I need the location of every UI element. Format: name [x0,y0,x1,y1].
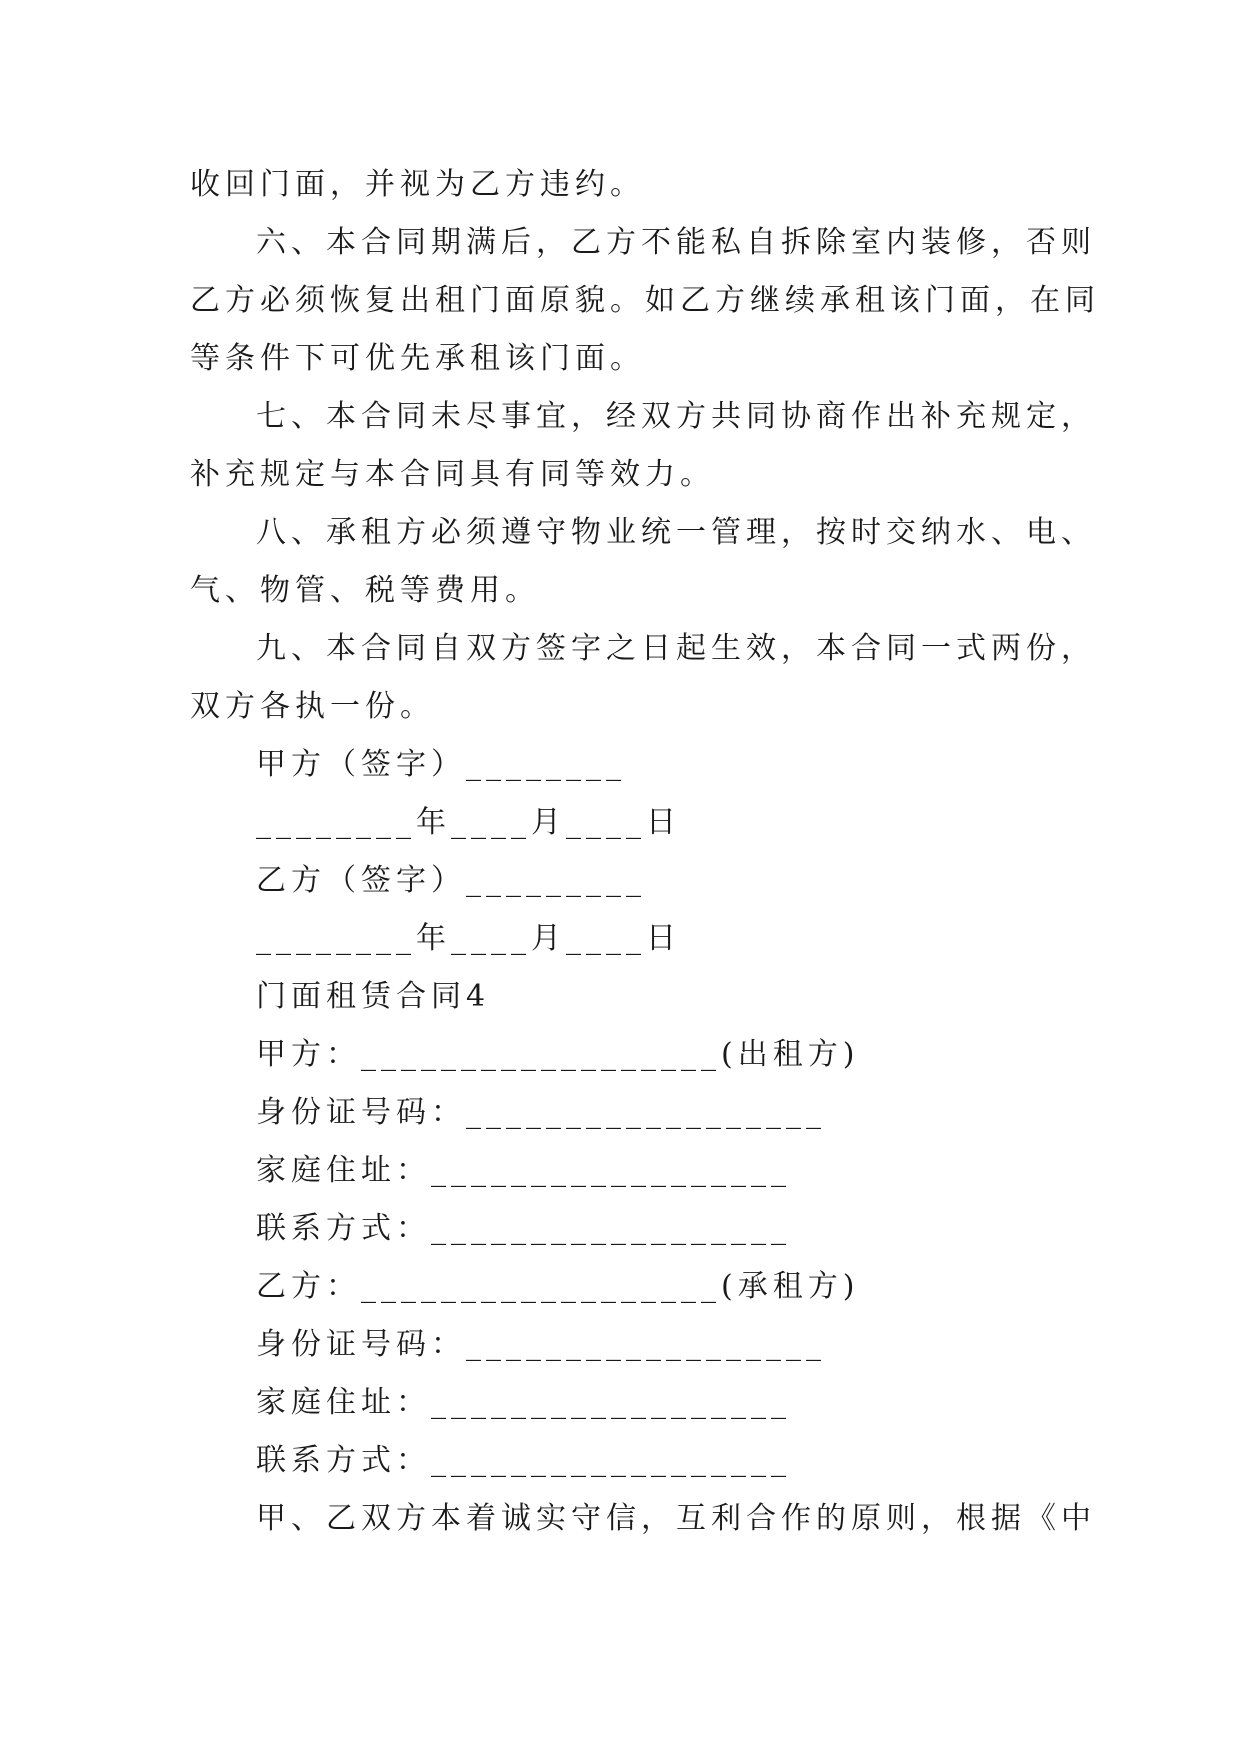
text-line: 气、物管、税等费用。 [190,573,540,608]
text-line: 补充规定与本合同具有同等效力。 [190,457,715,492]
text-line: 等条件下可优先承租该门面。 [190,341,645,376]
party-b-date-line: ________年____月____日 [256,921,681,956]
preamble-line: 甲、乙双方本着诚实守信，互利合作的原则，根据《中 [256,1501,1096,1536]
text-line: 双方各执一份。 [190,689,435,724]
clause-nine: 九、本合同自双方签字之日起生效，本合同一式两份， [256,631,1096,666]
text-line-continuation: 收回门面，并视为乙方违约。 [190,167,645,202]
party-b-id-line: 身份证号码：__________________ [256,1327,826,1362]
party-b-name-line: 乙方：__________________(承租方) [256,1269,860,1304]
party-a-contact-line: 联系方式：__________________ [256,1211,791,1246]
party-a-address-line: 家庭住址：__________________ [256,1153,791,1188]
party-b-address-line: 家庭住址：__________________ [256,1385,791,1420]
party-b-signature-line: 乙方（签字）_________ [256,863,646,898]
clause-six: 六、本合同期满后，乙方不能私自拆除室内装修，否则 [256,225,1096,260]
party-b-contact-line: 联系方式：__________________ [256,1443,791,1478]
text-line: 乙方必须恢复出租门面原貌。如乙方继续承租该门面，在同 [190,283,1100,318]
party-a-date-line: ________年____月____日 [256,805,681,840]
party-a-signature-line: 甲方（签字）________ [256,747,626,782]
party-a-id-line: 身份证号码：__________________ [256,1095,826,1130]
contract-heading: 门面租赁合同4 [256,979,491,1014]
clause-eight: 八、承租方必须遵守物业统一管理，按时交纳水、电、 [256,515,1096,550]
clause-seven: 七、本合同未尽事宜，经双方共同协商作出补充规定， [256,399,1096,434]
party-a-name-line: 甲方：__________________(出租方) [256,1037,860,1072]
